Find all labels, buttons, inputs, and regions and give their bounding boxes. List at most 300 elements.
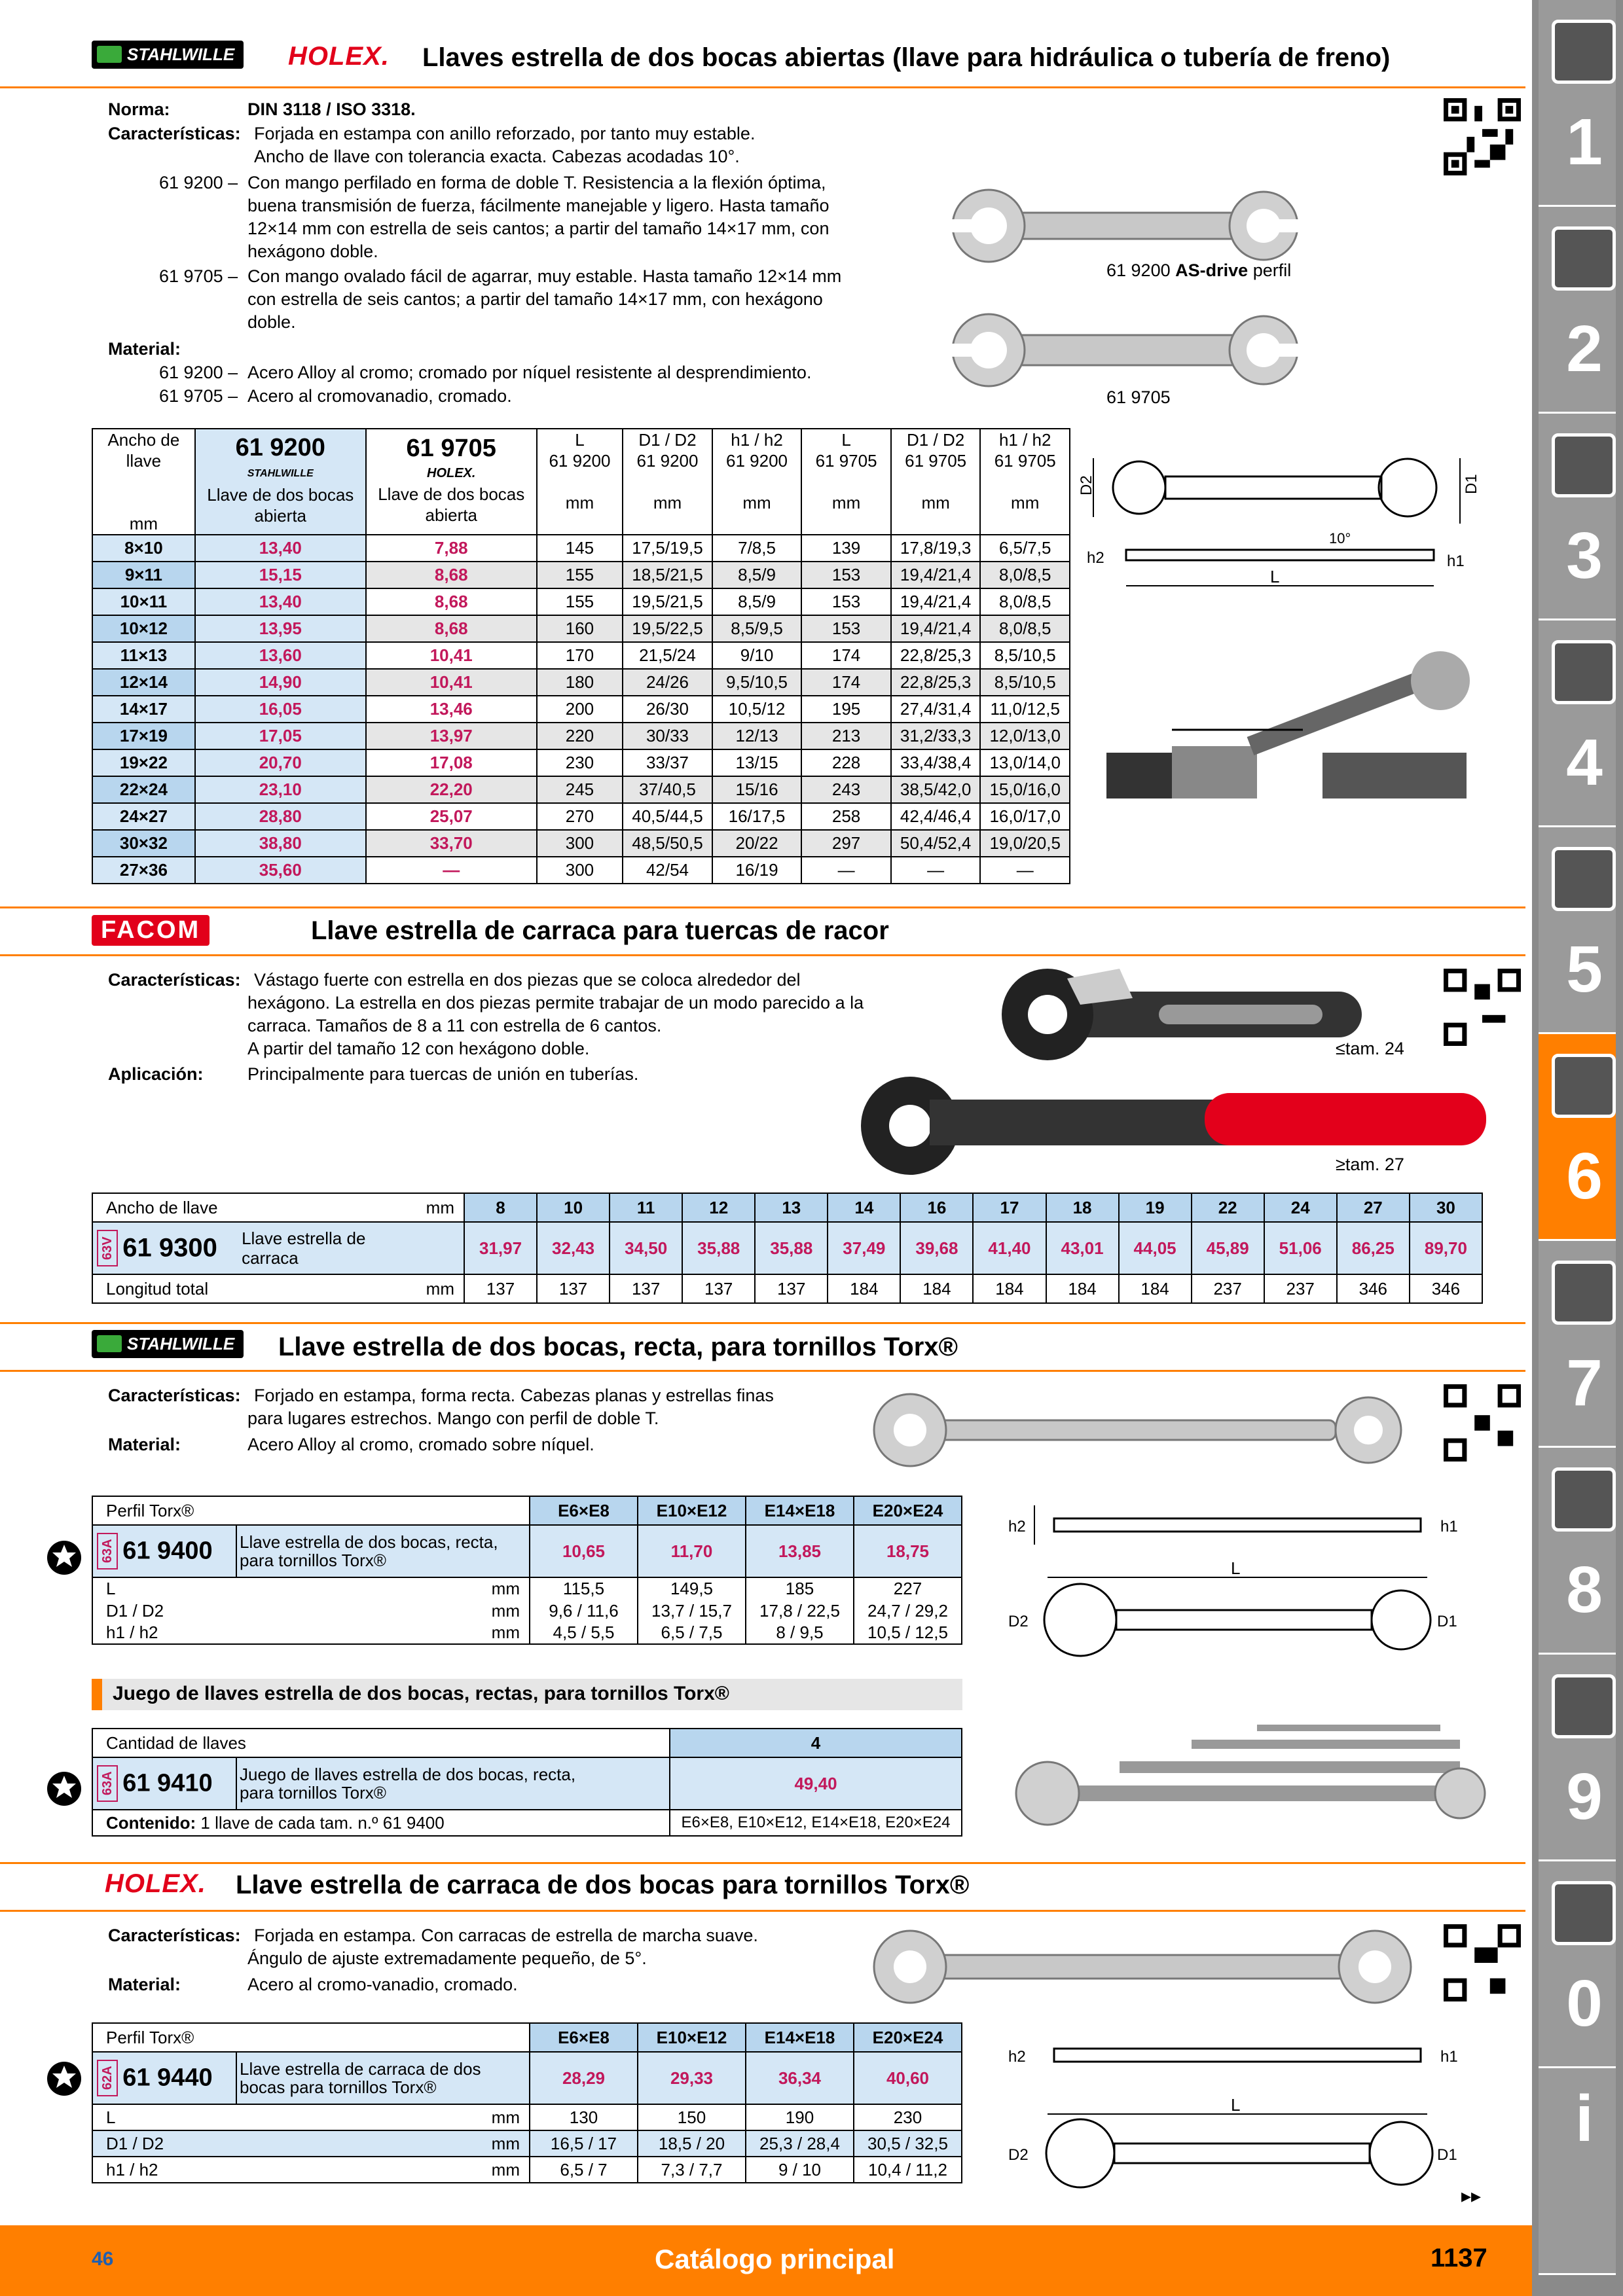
dim-cell: 6,5 / 7	[530, 2157, 638, 2183]
size-cell: 27	[1337, 1193, 1410, 1222]
size-cell: E14×E18	[746, 1496, 854, 1525]
price-cell: 7,88	[366, 535, 537, 562]
chapter-number: 2	[1566, 312, 1603, 386]
dim-cell: 8,5/10,5	[980, 669, 1070, 696]
dim-D2-label: D2	[1008, 2146, 1029, 2164]
spec-line: hexágono doble.	[247, 242, 378, 261]
price-cell: 13,95	[195, 615, 366, 642]
price-cell: 86,25	[1337, 1222, 1410, 1274]
price-cell: 16,05	[195, 696, 366, 723]
size-cell: 10×12	[92, 615, 195, 642]
wrench-619200-image	[943, 183, 1309, 268]
chapter-tab-6[interactable]	[1539, 1034, 1616, 1241]
chapter-number: 5	[1566, 933, 1603, 1006]
dim-cell: 48,5/50,5	[623, 830, 712, 857]
price-cell: 20,70	[195, 749, 366, 776]
dim-cell: 153	[801, 615, 891, 642]
price-cell: 17,05	[195, 723, 366, 749]
spec-line: Vástago fuerte con estrella en dos piezas que se coloca alrededor del	[254, 970, 801, 990]
dim-D1-label: D1	[1463, 474, 1480, 494]
dim-L-label: L	[1231, 2095, 1241, 2115]
dim-cell: 130	[530, 2104, 638, 2130]
price-cell: 15,15	[195, 562, 366, 588]
size-cell: 19×22	[92, 749, 195, 776]
row-label: L mm	[92, 2104, 530, 2130]
dim-cell: 17,8/19,3	[891, 535, 981, 562]
dim-cell: 190	[746, 2104, 854, 2130]
caracteristicas-label: Características:	[108, 970, 241, 990]
dim-cell: 19,5/21,5	[623, 588, 712, 615]
section-divider	[0, 1910, 1525, 1912]
chapter-tab-8[interactable]	[1539, 1448, 1616, 1655]
price-cell: 43,01	[1046, 1222, 1119, 1274]
dim-cell: 16/17,5	[712, 803, 802, 830]
dim-cell: 30/33	[623, 723, 712, 749]
specs-table-ratchet	[92, 1193, 1483, 1304]
chapter-sidebar	[1532, 0, 1623, 2296]
dim-cell: 19,0/20,5	[980, 830, 1070, 857]
chapter-icon	[1552, 1881, 1616, 1945]
chapter-tab-i[interactable]	[1539, 2068, 1616, 2275]
dim-cell: 150	[638, 2104, 746, 2130]
dim-cell: 42,4/46,4	[891, 803, 981, 830]
torx-star-icon	[46, 1539, 82, 1576]
chapter-number: 0	[1566, 1967, 1603, 2040]
dim-cell: 6,5 / 7,5	[638, 1622, 746, 1644]
length-cell: 237	[1192, 1274, 1264, 1303]
material-label: Material:	[108, 339, 181, 359]
length-cell: 137	[682, 1274, 755, 1303]
dim-cell: 12,0/13,0	[980, 723, 1070, 749]
col-header-h2: h1 / h2 61 9705 mm	[980, 429, 1070, 535]
dim-h2-label: h2	[1008, 1518, 1026, 1535]
dimension-diagram	[1008, 2022, 1499, 2193]
chapter-number: 8	[1566, 1553, 1603, 1626]
table-row	[92, 588, 1070, 615]
dim-L-label: L	[1270, 567, 1280, 586]
price-cell: 10,41	[366, 669, 537, 696]
dim-cell: 195	[801, 696, 891, 723]
spec-line: 12×14 mm con estrella de seis cantos; a partir del tamaño 14×17 mm, con	[247, 219, 830, 238]
dim-angle-label: 10°	[1329, 530, 1351, 547]
dim-cell: 8 / 9,5	[746, 1622, 854, 1644]
price-cell: 8,68	[366, 588, 537, 615]
dim-cell: 19,5/22,5	[623, 615, 712, 642]
length-cell: 237	[1264, 1274, 1337, 1303]
dim-cell: 8,5/9,5	[712, 615, 802, 642]
price-cell: 13,40	[195, 535, 366, 562]
table-row	[92, 642, 1070, 669]
price-cell: 35,88	[682, 1222, 755, 1274]
price-cell: 23,10	[195, 776, 366, 803]
dim-h1-label: h1	[1447, 552, 1465, 570]
spec-text: Norma:	[108, 99, 170, 119]
section-title: Llave estrella de carraca para tuercas de racor	[311, 916, 889, 945]
spec-line: carraca. Tamaños de 8 a 11 con estrella de 6 cantos.	[247, 1016, 662, 1035]
price-cell: 34,50	[610, 1222, 682, 1274]
section-title: Llave estrella de dos bocas, recta, para tornillos Torx®	[278, 1333, 958, 1361]
torx-star-icon	[46, 2060, 82, 2097]
spec-line: para lugares estrechos. Mango con perfil de doble T.	[247, 1408, 659, 1428]
row-label: Perfil Torx®	[92, 1496, 530, 1525]
row-label: Perfil Torx®	[92, 2023, 530, 2052]
dim-cell: 200	[537, 696, 623, 723]
dim-h2-label: h2	[1008, 2048, 1026, 2066]
row-label: h1 / h2 mm	[92, 2157, 530, 2183]
chapter-tab-4[interactable]	[1539, 620, 1616, 827]
footer-bar	[0, 2225, 1532, 2296]
product-code-cell: 63V 61 9300 Llave estrella de carraca	[92, 1222, 464, 1274]
dim-h1-label: h1	[1440, 1518, 1458, 1535]
caracteristicas-label: Características:	[108, 1926, 241, 1945]
dim-cell: 8,0/8,5	[980, 615, 1070, 642]
size-cell: 8×10	[92, 535, 195, 562]
spec-line: Acero al cromovanadio, cromado.	[247, 386, 512, 406]
specs-table-wrench	[92, 428, 1070, 884]
price-cell: —	[366, 857, 537, 884]
row-label: L mm	[92, 1577, 530, 1600]
image-caption: 61 9200 AS-drive perfil	[1106, 260, 1292, 280]
ratchet-wrench-small-image	[989, 965, 1388, 1064]
spec-line: Con mango perfilado en forma de doble T. Resistencia a la flexión óptima,	[247, 173, 826, 192]
dim-cell: 17,5/19,5	[623, 535, 712, 562]
dim-cell: 19,4/21,4	[891, 562, 981, 588]
qr-code-icon	[1444, 98, 1521, 175]
next-page-icon[interactable]: ▸▸	[1461, 2185, 1482, 2207]
size-cell: E20×E24	[854, 1496, 962, 1525]
dim-cell: 174	[801, 642, 891, 669]
caracteristicas-label: Características:	[108, 1386, 241, 1405]
size-cell: E10×E12	[638, 1496, 746, 1525]
dim-cell: 227	[854, 1577, 962, 1600]
dim-cell: 16,5 / 17	[530, 2130, 638, 2157]
table-row	[92, 857, 1070, 884]
row-label: D1 / D2 mm	[92, 1600, 530, 1622]
size-cell: 17	[973, 1193, 1046, 1222]
col-header-D2: D1 / D2 61 9705 mm	[891, 429, 981, 535]
col-header-h: h1 / h2 61 9200 mm	[712, 429, 802, 535]
col-header-L2: L 61 9705 mm	[801, 429, 891, 535]
size-cell: 18	[1046, 1193, 1119, 1222]
dim-cell: 155	[537, 588, 623, 615]
size-cell: 30×32	[92, 830, 195, 857]
price-cell: 10,41	[366, 642, 537, 669]
price-cell: 41,40	[973, 1222, 1046, 1274]
dim-cell: 230	[537, 749, 623, 776]
row-label: h1 / h2 mm	[92, 1622, 530, 1644]
table-row	[92, 696, 1070, 723]
usage-illustration	[1106, 655, 1499, 825]
price-cell: 28,29	[530, 2052, 638, 2104]
dim-cell: 24,7 / 29,2	[854, 1600, 962, 1622]
price-cell: 45,89	[1192, 1222, 1264, 1274]
dim-D2-label: D2	[1078, 475, 1095, 495]
price-cell: 31,97	[464, 1222, 537, 1274]
dim-cell: 9,6 / 11,6	[530, 1600, 638, 1622]
price-cell: 25,07	[366, 803, 537, 830]
spec-code: 61 9705 –	[159, 386, 238, 406]
chapter-tab-5[interactable]	[1539, 827, 1616, 1034]
dim-cell: 13/15	[712, 749, 802, 776]
dim-cell: 8,5/9	[712, 588, 802, 615]
chapter-icon	[1552, 847, 1616, 911]
dim-cell: 31,2/33,3	[891, 723, 981, 749]
chapter-tab-2[interactable]	[1539, 207, 1616, 414]
set-qty-value: 4	[670, 1729, 962, 1757]
price-cell: 13,97	[366, 723, 537, 749]
torx-star-icon	[46, 1770, 82, 1807]
size-cell: E20×E24	[854, 2023, 962, 2052]
price-cell: 49,40	[670, 1757, 962, 1810]
dimension-diagram	[1008, 1486, 1499, 1682]
dim-cell: 9/10	[712, 642, 802, 669]
dim-cell: 160	[537, 615, 623, 642]
size-cell: 19	[1119, 1193, 1192, 1222]
price-cell: 32,43	[537, 1222, 610, 1274]
price-cell: 35,88	[755, 1222, 828, 1274]
col-header-L: L 61 9200 mm	[537, 429, 623, 535]
dim-D1-label: D1	[1437, 2146, 1457, 2164]
chapter-number: i	[1575, 2082, 1594, 2155]
price-cell: 37,49	[828, 1222, 900, 1274]
size-cell: 12×14	[92, 669, 195, 696]
aplicacion-label: Aplicación:	[108, 1064, 204, 1084]
dim-cell: 180	[537, 669, 623, 696]
chapter-icon	[1552, 1467, 1616, 1532]
dim-cell: 6,5/7,5	[980, 535, 1070, 562]
dim-cell: 25,3 / 28,4	[746, 2130, 854, 2157]
dim-cell: 9 / 10	[746, 2157, 854, 2183]
dim-cell: 8,0/8,5	[980, 588, 1070, 615]
price-cell: 33,70	[366, 830, 537, 857]
dim-cell: 115,5	[530, 1577, 638, 1600]
size-cell: 11×13	[92, 642, 195, 669]
spec-line: hexágono. La estrella en dos piezas permite trabajar de un modo parecido a la	[247, 993, 864, 1013]
chapter-tab-9[interactable]	[1539, 1655, 1616, 1861]
size-cell: E6×E8	[530, 1496, 638, 1525]
length-cell: 137	[610, 1274, 682, 1303]
qr-code-icon	[1444, 969, 1521, 1046]
price-cell: 13,46	[366, 696, 537, 723]
dim-cell: 185	[746, 1577, 854, 1600]
size-cell: 24	[1264, 1193, 1337, 1222]
price-cell: 35,60	[195, 857, 366, 884]
dim-cell: 38,5/42,0	[891, 776, 981, 803]
set-title-bar: Juego de llaves estrella de dos bocas, rectas, para tornillos Torx®	[92, 1679, 962, 1710]
size-cell: E14×E18	[746, 2023, 854, 2052]
col-header-ancho: Ancho de llave mm	[92, 429, 195, 535]
price-cell: 14,90	[195, 669, 366, 696]
price-cell: 89,70	[1410, 1222, 1482, 1274]
chapter-icon	[1552, 1674, 1616, 1738]
chapter-tab-3[interactable]	[1539, 414, 1616, 620]
section-divider	[0, 906, 1525, 908]
chapter-icon	[1552, 1054, 1616, 1118]
price-cell: 40,60	[854, 2052, 962, 2104]
chapter-number: 9	[1566, 1760, 1603, 1833]
size-cell: 22	[1192, 1193, 1264, 1222]
price-cell: 8,68	[366, 562, 537, 588]
chapter-number: 1	[1566, 105, 1603, 179]
dim-cell: 228	[801, 749, 891, 776]
dim-cell: 30,5 / 32,5	[854, 2130, 962, 2157]
length-cell: 184	[828, 1274, 900, 1303]
chapter-icon	[1552, 640, 1616, 704]
price-cell: 39,68	[900, 1222, 973, 1274]
chapter-tab-0[interactable]	[1539, 1861, 1616, 2068]
length-cell: 184	[1046, 1274, 1119, 1303]
chapter-icon	[1552, 1261, 1616, 1325]
product-code-cell: 62A 61 9440	[92, 2052, 236, 2104]
dim-cell: 300	[537, 830, 623, 857]
chapter-tab-1[interactable]	[1539, 0, 1616, 207]
dim-cell: 300	[537, 857, 623, 884]
size-cell: 10×11	[92, 588, 195, 615]
dim-h1-label: h1	[1440, 2048, 1458, 2066]
table-row	[92, 723, 1070, 749]
size-cell: 14×17	[92, 696, 195, 723]
dim-cell: 7,3 / 7,7	[638, 2157, 746, 2183]
price-cell: 13,60	[195, 642, 366, 669]
dim-cell: 4,5 / 5,5	[530, 1622, 638, 1644]
dim-cell: 37/40,5	[623, 776, 712, 803]
qr-code-icon	[1444, 1924, 1521, 2001]
table-row	[92, 830, 1070, 857]
row-label: Contenido: 1 llave de cada tam. n.º 61 9400	[92, 1810, 670, 1836]
row-label: Longitud total mm	[92, 1274, 464, 1303]
dim-cell: 8,0/8,5	[980, 562, 1070, 588]
dim-cell: 245	[537, 776, 623, 803]
table-row	[92, 615, 1070, 642]
dim-cell: 40,5/44,5	[623, 803, 712, 830]
size-cell: 9×11	[92, 562, 195, 588]
length-cell: 137	[537, 1274, 610, 1303]
price-cell: 18,75	[854, 1525, 962, 1577]
spec-line: Acero al cromo-vanadio, cromado.	[247, 1975, 518, 1994]
price-cell: 36,34	[746, 2052, 854, 2104]
product-desc-cell: Juego de llaves estrella de dos bocas, recta, para tornillos Torx®	[236, 1757, 670, 1810]
size-cell: 27×36	[92, 857, 195, 884]
dim-cell: 21,5/24	[623, 642, 712, 669]
dim-D2-label: D2	[1008, 1613, 1029, 1630]
dim-cell: 9,5/10,5	[712, 669, 802, 696]
image-caption: ≥tam. 27	[1336, 1155, 1404, 1174]
price-cell: 44,05	[1119, 1222, 1192, 1274]
dim-cell: 50,4/52,4	[891, 830, 981, 857]
dim-cell: 10,5/12	[712, 696, 802, 723]
spec-code: 61 9200 –	[159, 173, 238, 192]
spec-line: Con mango ovalado fácil de agarrar, muy estable. Hasta tamaño 12×14 mm	[247, 266, 842, 286]
table-row	[92, 562, 1070, 588]
size-cell: 10	[537, 1193, 610, 1222]
dim-cell: 27,4/31,4	[891, 696, 981, 723]
dim-cell: 12/13	[712, 723, 802, 749]
dim-cell: 22,8/25,3	[891, 642, 981, 669]
dim-cell: 19,4/21,4	[891, 615, 981, 642]
dim-cell: 18,5/21,5	[623, 562, 712, 588]
norma-value: DIN 3118 / ISO 3318.	[247, 99, 416, 119]
spec-line: Forjado en estampa, forma recta. Cabezas planas y estrellas finas	[254, 1386, 774, 1405]
price-cell: 38,80	[195, 830, 366, 857]
col-header-619200: 61 9200 STAHLWILLE Llave de dos bocas abierta	[195, 429, 366, 535]
image-caption: ≤tam. 24	[1336, 1039, 1404, 1058]
set-contents-cell: E6×E8, E10×E12, E14×E18, E20×E24	[670, 1810, 962, 1836]
product-desc-cell: Llave estrella de dos bocas, recta, para tornillos Torx®	[236, 1525, 530, 1577]
row-label: D1 / D2 mm	[92, 2130, 530, 2157]
length-cell: 184	[973, 1274, 1046, 1303]
chapter-tab-7[interactable]	[1539, 1241, 1616, 1448]
torx-wrench-image	[871, 1391, 1408, 1469]
spec-line: Forjada en estampa con anillo reforzado, por tanto muy estable.	[254, 124, 756, 143]
row-label: Ancho de llave mm	[92, 1193, 464, 1222]
dim-cell: 24/26	[623, 669, 712, 696]
table-row	[92, 535, 1070, 562]
product-code-cell: 63A 61 9410	[92, 1757, 236, 1810]
dim-cell: 270	[537, 803, 623, 830]
dim-cell: 20/22	[712, 830, 802, 857]
spec-line: Forjada en estampa. Con carracas de estrella de marcha suave.	[254, 1926, 758, 1945]
holex-logo: HOLEX.	[105, 1869, 206, 1898]
size-cell: 22×24	[92, 776, 195, 803]
footer-title: Catálogo principal	[655, 2244, 895, 2274]
section-title: Llaves estrella de dos bocas abiertas (llave para hidráulica o tubería de freno)	[422, 43, 1391, 72]
stahlwille-logo: STAHLWILLE	[92, 1330, 244, 1358]
length-cell: 184	[1119, 1274, 1192, 1303]
chapter-number: 3	[1566, 519, 1603, 592]
dim-cell: 22,8/25,3	[891, 669, 981, 696]
dim-cell: 170	[537, 642, 623, 669]
dim-cell: 11,0/12,5	[980, 696, 1070, 723]
section-divider	[0, 86, 1525, 88]
col-header-D: D1 / D2 61 9200 mm	[623, 429, 712, 535]
image-caption: 61 9705	[1106, 387, 1171, 407]
qr-code-icon	[1444, 1384, 1521, 1462]
chapter-icon	[1552, 20, 1616, 84]
length-cell: 346	[1337, 1274, 1410, 1303]
dim-cell: 19,4/21,4	[891, 588, 981, 615]
dim-cell: 220	[537, 723, 623, 749]
dim-cell: 26/30	[623, 696, 712, 723]
dim-cell: 16,0/17,0	[980, 803, 1070, 830]
price-cell: 51,06	[1264, 1222, 1337, 1274]
length-cell: 137	[755, 1274, 828, 1303]
dim-cell: 149,5	[638, 1577, 746, 1600]
chapter-number: 6	[1566, 1139, 1603, 1213]
dim-cell: 13,7 / 15,7	[638, 1600, 746, 1622]
length-cell: 137	[464, 1274, 537, 1303]
dim-cell: 15/16	[712, 776, 802, 803]
specs-table-torx-set	[92, 1728, 962, 1837]
section-title: Llave estrella de carraca de dos bocas para tornillos Torx®	[236, 1871, 970, 1899]
dim-h2-label: h2	[1087, 549, 1104, 567]
dim-cell: 155	[537, 562, 623, 588]
specs-table-torx	[92, 1496, 962, 1645]
dim-cell: 13,0/14,0	[980, 749, 1070, 776]
dim-cell: 42/54	[623, 857, 712, 884]
wrench-619705-image	[943, 308, 1309, 393]
size-cell: 16	[900, 1193, 973, 1222]
spec-line: Acero Alloy al cromo, cromado sobre níquel.	[247, 1435, 594, 1454]
size-cell: 11	[610, 1193, 682, 1222]
dim-cell: 17,8 / 22,5	[746, 1600, 854, 1622]
size-cell: 12	[682, 1193, 755, 1222]
size-cell: 8	[464, 1193, 537, 1222]
dim-cell: 230	[854, 2104, 962, 2130]
spec-line: Ancho de llave con tolerancia exacta. Cabezas acodadas 10°.	[254, 147, 740, 166]
price-cell: 13,40	[195, 588, 366, 615]
table-row	[92, 803, 1070, 830]
price-cell: 28,80	[195, 803, 366, 830]
